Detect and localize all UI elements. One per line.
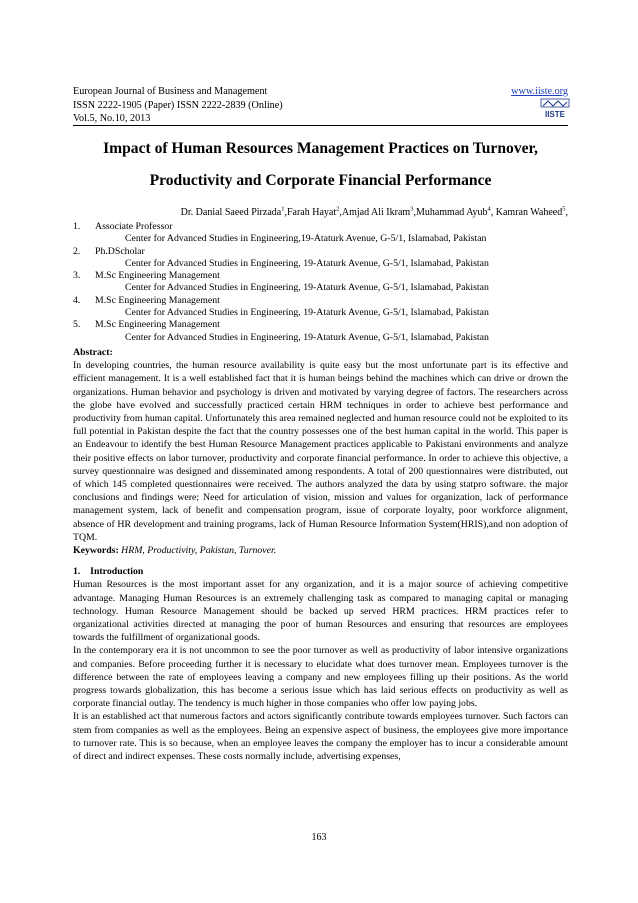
section-heading-introduction: [73, 565, 568, 578]
abstract-text: In developing countries, the human resource availability is quite easy but the most unfortunate part is its effective and efficient management. It is a well established fact that it is human beings behind the machines which can drive or drown the organizations. Human behavior and psychology is driven and motivated by varying degree of factors. The researchers across the globe have evolved and successfully practiced certain HRM techniques in order to achieve best performance and productivity from human capital. Unfortunately this area remained neglected and human resource could not be exploited to its full potential in Pakistan despite the fact that the country possesses one of the best human capital in the world. This paper is an Endeavour to identify the best Human Resource Management practices applicable to Pakistani environments and analyze their positive effects on labor turnover, productivity and corporate financial performance. In order to achieve this objective, a survey questionnaire was designed and disseminated among respondents. A total of 200 questionnaires were distributed, out of which 145 completed questionnaires were received. The authors analyzed the data by using statpro software. the major conclusions and findings were; Need for articulation of vision, mission and values for organization, lack of performance management system, lack of benefit and compensation program, issue of corporate loyalty, poor workforce alignment, absence of HR development and training programs, lack of Human Resource Information System(HRIS),and non adoption of TQM.: [73, 360, 568, 543]
journal-name: European Journal of Business and Management: [73, 86, 268, 97]
keywords-terms: HRM, Productivity, Pakistan, Turnover.: [121, 545, 277, 557]
affiliation-role: M.Sc Engineering Management: [95, 319, 220, 331]
page-header: [73, 85, 568, 126]
issn-line: ISSN 2222-1905 (Paper) ISSN 2222-2839 (Online): [73, 99, 283, 111]
author-name: Amjad Ali Ikram: [341, 207, 411, 218]
author-name: Farah Hayat: [286, 207, 337, 218]
affiliation-role: M.Sc Engineering Management: [95, 294, 220, 306]
keywords-line: [73, 544, 568, 557]
affiliation-list: [73, 221, 568, 344]
keywords-label: Keywords:: [73, 545, 119, 557]
affiliation-number: 5.: [73, 319, 81, 331]
author-affiliation-marker: 5: [562, 205, 566, 213]
author-list: [73, 207, 568, 218]
paper-body: [73, 346, 568, 763]
author-name: Muhammad Ayub: [415, 207, 488, 218]
journal-url-link[interactable]: www.iiste.org: [511, 86, 568, 97]
author-separator: ,: [565, 207, 568, 218]
author-name: Dr. Danial Saeed Pirzada: [180, 207, 282, 218]
affiliation-number: 1.: [73, 221, 81, 232]
author-separator: ,: [284, 207, 287, 218]
intro-paragraph-2: In the contemporary era it is not uncommon to see the poor turnover as well as productivity of labor intensive organizations and companies. Before proceeding further it is necessary to elucidate what does turnover mean. Employees turnover is the difference between the rate of employees leaving a company and new employees filling up their positions. As the world progress towards globalization, this has become a serious issue which has laid serious effects on productivity as well as corporate financial outlay. The tendency is much higher in those companies who offer low paying jobs.: [73, 645, 568, 710]
affiliation-institution: Center for Advanced Studies in Engineering, 19-Ataturk Avenue, G-5/1, Islamabad, Pakistan: [125, 331, 489, 343]
section-number: 1.: [73, 566, 81, 578]
affiliation-number: 4.: [73, 294, 81, 306]
paper-title-line-2: Productivity and Corporate Financial Performance: [149, 172, 492, 189]
volume-line: Vol.5, No.10, 2013: [73, 113, 151, 124]
affiliation-institution: Center for Advanced Studies in Engineering, 19-Ataturk Avenue, G-5/1, Islamabad, Pakistan: [125, 282, 489, 294]
intro-paragraph-1: Human Resources is the most important asset for any organization, and it is a major source of achieving competitive advantage. Managing Human Resources is an extremely challenging task as compared to managing capital or managing technology. Human Resource Management should be backed up served HRM practices. HRM practices refer to organizational activities directed at managing the poor of human Resources and ensuring that resources are employees towards the fulfillment of organizational goods.: [73, 579, 568, 644]
affiliation-institution-row: [73, 307, 568, 319]
affiliation-role-row: [73, 221, 568, 233]
affiliation-institution-row: [73, 282, 568, 294]
logo-text: IISTE: [544, 110, 566, 119]
page-number: 163: [311, 832, 327, 843]
author-separator: ,: [413, 207, 416, 218]
affiliation-number: 2.: [73, 245, 81, 257]
affiliation-role: Associate Professor: [95, 221, 173, 232]
affiliation-institution: Center for Advanced Studies in Engineering, 19-Ataturk Avenue, G-5/1, Islamabad, Pakistan: [125, 257, 489, 269]
affiliation-institution-row: [73, 233, 568, 245]
affiliation-institution-row: [73, 332, 568, 344]
affiliation-role-row: [73, 319, 568, 331]
author-affiliation-marker: 4: [487, 205, 491, 213]
paper-title-line-1: Impact of Human Resources Management Practices on Turnover,: [103, 140, 538, 157]
intro-paragraph-3: It is an established act that numerous factors and actors significantly contribute towards employees turnover. Such factors can stem from companies as well as the employees. Being an expensive aspect of business, the employees give more importance to turnover rate. This is so because, when an employee leaves the company the employer has to incur a considerable amount of direct and indirect expenses. These costs normally include, advertising expenses,: [73, 711, 568, 763]
abstract-heading: Abstract:: [73, 347, 113, 358]
affiliation-role-row: [73, 270, 568, 282]
author-separator: ,: [490, 207, 496, 218]
author-name: Kamran Waheed: [495, 207, 563, 218]
affiliation-institution: Center for Advanced Studies in Engineering,19-Ataturk Avenue, G-5/1, Islamabad, Pakistan: [125, 233, 487, 245]
affiliation-role-row: [73, 295, 568, 307]
affiliation-role-row: [73, 246, 568, 258]
affiliation-role: Ph.DScholar: [95, 245, 145, 257]
author-affiliation-marker: 1: [281, 205, 285, 213]
affiliation-institution-row: [73, 258, 568, 270]
author-separator: ,: [339, 207, 342, 218]
affiliation-number: 3.: [73, 270, 81, 282]
spacer: [73, 557, 568, 565]
author-affiliation-marker: 3: [410, 205, 414, 213]
affiliation-role: M.Sc Engineering Management: [95, 270, 220, 282]
iiste-logo: [540, 98, 570, 120]
header-rule: [73, 125, 568, 126]
author-affiliation-marker: 2: [336, 205, 340, 213]
section-title: Introduction: [90, 566, 144, 578]
affiliation-institution: Center for Advanced Studies in Engineering, 19-Ataturk Avenue, G-5/1, Islamabad, Pakistan: [125, 307, 489, 319]
